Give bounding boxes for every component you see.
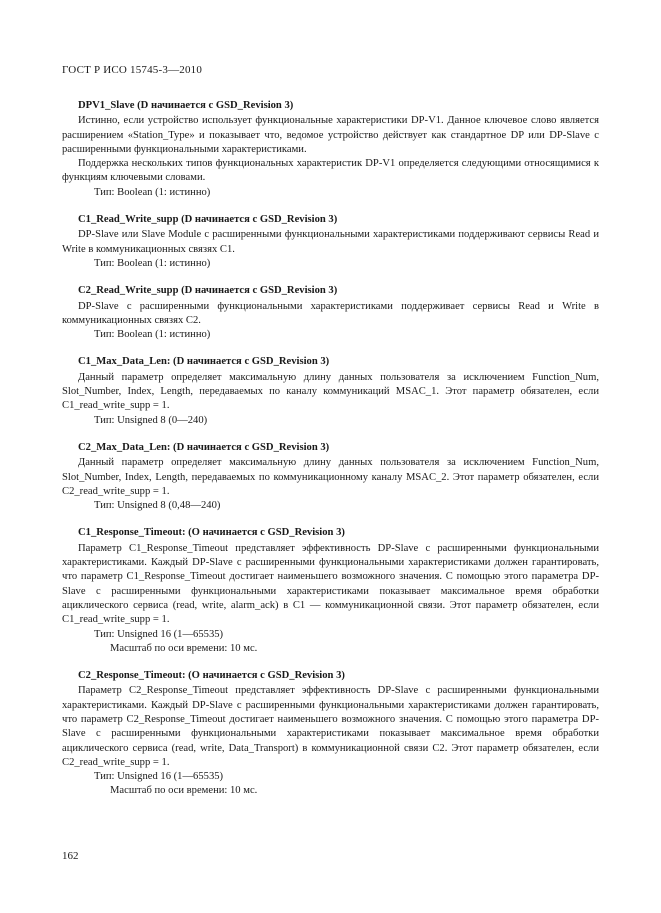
section-type: Тип: Boolean (1: истинно): [94, 186, 211, 198]
section-paragraph: Поддержка нескольких типов функциональных характеристик DP-V1 определяется следующими относящимися к функциям ключевыми словами.: [62, 158, 599, 184]
section-scale: Масштаб по оси времени: 10 мс.: [110, 642, 258, 654]
section-paragraph: Данный параметр определяет максимальную длину данных пользователя за исключением Function_Num, Slot_Number, Index, Length, передаваемых по каналу коммуникаций MSAC_1. Этот параметр обязателен, если C1_read_write_supp = 1.: [62, 371, 599, 412]
section-term: C2_Read_Write_supp (D начинается с GSD_Revision 3): [78, 285, 338, 297]
section-type: Тип: Boolean (1: истинно): [94, 257, 211, 269]
section-c1-read-write-supp: [62, 213, 599, 271]
section-type: Тип: Unsigned 16 (1—65535): [94, 771, 224, 783]
section-type: Тип: Unsigned 8 (0,48—240): [94, 500, 221, 512]
section-paragraph: Истинно, если устройство использует функциональные характеристики DP-V1. Данное ключевое слово является расширением «Station_Type» и показывает что, ведомое устройство действует как стандартное DP или DP-Slave с расширенными функциональными характеристиками.: [62, 115, 599, 155]
section-c1-response-timeout: [62, 526, 599, 656]
section-paragraph: DP-Slave с расширенными функциональными характеристиками поддерживает сервисы Read и Write в коммуникационных связях C2.: [62, 300, 599, 326]
section-c2-read-write-supp: [62, 284, 599, 342]
page-content: [62, 99, 599, 799]
section-term: C1_Response_Timeout: (O начинается с GSD_Revision 3): [78, 527, 345, 539]
section-type: Тип: Unsigned 8 (0—240): [94, 414, 208, 426]
section-dpv1-slave: [62, 99, 599, 200]
section-term: C1_Read_Write_supp (D начинается с GSD_Revision 3): [78, 214, 338, 226]
section-term: DPV1_Slave (D начинается с GSD_Revision 3): [78, 100, 294, 111]
page-number: 162: [62, 850, 79, 862]
section-term: C1_Max_Data_Len: (D начинается с GSD_Revision 3): [78, 356, 330, 368]
section-type: Тип: Unsigned 16 (1—65535): [94, 628, 224, 640]
section-scale: Масштаб по оси времени: 10 мс.: [110, 785, 258, 797]
section-paragraph: Параметр C1_Response_Timeout представляет эффективность DP-Slave с расширенными функциональными характеристиками. Каждый DP-Slave с расширенными функциональными характеристиками должен гарантировать, что параметр C1_Response_Timeout достигает наименьшего возможного значения. С помощью этого параметра DP-Slave с расширенными функциональными характеристиками показывает максимальное время обработки ациклического сервиса (read, write, alarm_ack) в C1 — коммуникационной связи. Этот параметр обязателен, если C1_read_write_supp = 1.: [62, 542, 599, 626]
section-paragraph: Параметр C2_Response_Timeout представляет эффективность DP-Slave с расширенными функциональными характеристиками. Каждый DP-Slave с расширенными функциональными характеристиками должен гарантировать, что параметр C2_Response_Timeout достигает наименьшего возможного значения. С помощью этого параметра DP-Slave с расширенными функциональными характеристиками показывает максимальное время обработки ациклического сервиса (read, write, Data_Transport) в коммуникационной связи C2. Этот параметр обязателен, если C2_read_write_supp = 1.: [62, 685, 599, 768]
section-paragraph: Данный параметр определяет максимальную длину данных пользователя за исключением Function_Num, Slot_Number, Index, Length, передаваемых по коммуникационному каналу MSAC_2. Этот параметр обязателен, если C2_read_write_supp = 1.: [62, 457, 599, 497]
section-term: C2_Response_Timeout: (O начинается с GSD_Revision 3): [78, 670, 345, 682]
standard-header: ГОСТ Р ИСО 15745-3—2010: [62, 64, 203, 76]
section-c1-max-data-len: [62, 355, 599, 427]
section-paragraph: DP-Slave или Slave Module с расширенными функциональными характеристиками поддерживают сервисы Read и Write в коммуникационных связях C1.: [62, 229, 599, 255]
section-c2-max-data-len: [62, 441, 599, 513]
section-type: Тип: Boolean (1: истинно): [94, 329, 211, 341]
section-c2-response-timeout: [62, 669, 599, 799]
section-term: C2_Max_Data_Len: (D начинается с GSD_Revision 3): [78, 441, 330, 453]
